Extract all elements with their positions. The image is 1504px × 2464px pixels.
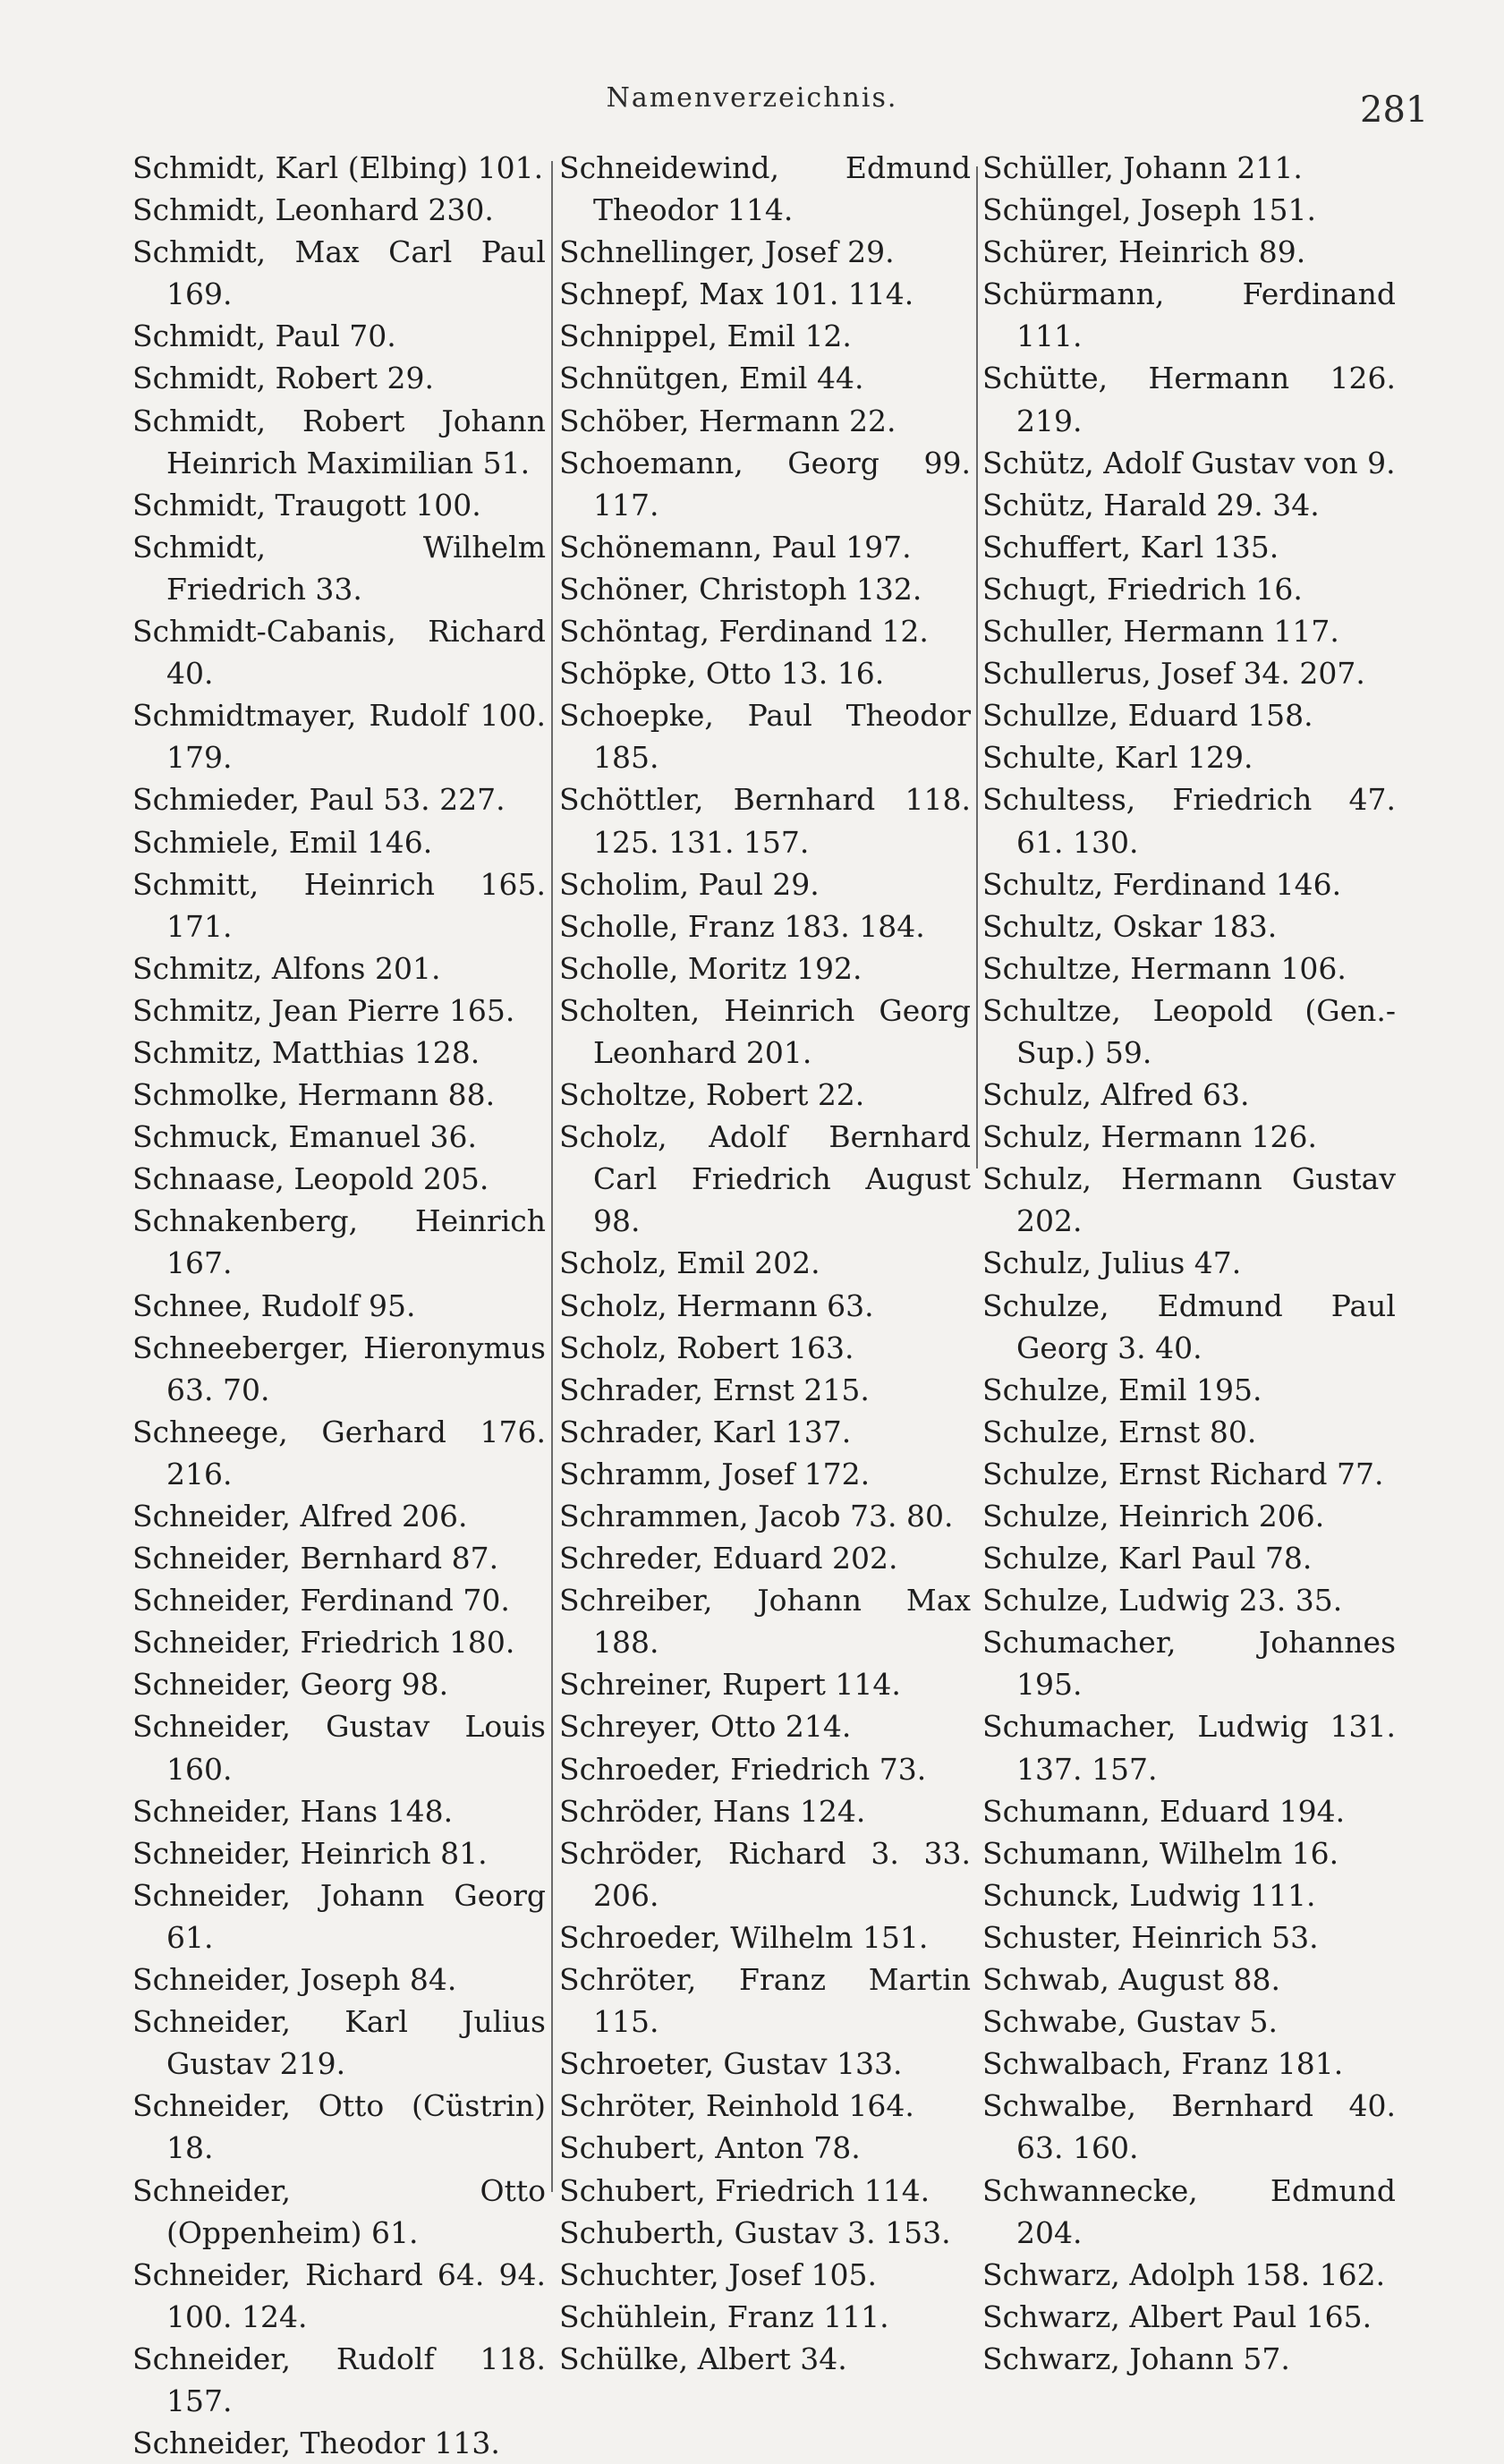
index-entry: Schmidtmayer, Rudolf 100. 179. [132, 698, 546, 776]
index-entry: Schmolke, Hermann 88. [132, 1077, 496, 1113]
index-entry: Schneider, Gustav Louis 160. [132, 1709, 546, 1787]
index-entry: Schroeter, Gustav 133. [559, 2046, 903, 2082]
index-entry: Schröder, Richard 3. 33. 206. [559, 1835, 971, 1913]
index-entry: Schneider, Rudolf 118. 157. [132, 2341, 546, 2418]
index-entry: Schultess, Friedrich 47. 61. 130. [982, 782, 1396, 860]
index-entry: Schneider, Otto (Cüstrin) 18. [132, 2088, 546, 2166]
index-entry: Schneider, Friedrich 180. [132, 1625, 515, 1661]
index-entry: Schmidt, Robert Johann Heinrich Maximilian 51. [132, 403, 546, 480]
index-entry: Schönemann, Paul 197. [559, 529, 912, 565]
index-entry: Schugt, Friedrich 16. [982, 571, 1303, 607]
index-entry: Schuller, Hermann 117. [982, 614, 1339, 650]
index-entry: Schubert, Friedrich 114. [559, 2172, 930, 2208]
index-entry: Schultze, Hermann 106. [982, 950, 1347, 986]
index-entry: Scholim, Paul 29. [559, 866, 820, 902]
index-entry: Schmitt, Heinrich 165. 171. [132, 866, 546, 944]
page-number: 281 [1360, 89, 1429, 131]
index-entry: Schwalbach, Franz 181. [982, 2046, 1344, 2082]
index-entry: Schürmann, Ferdinand 111. [982, 276, 1396, 354]
index-entry: Schulze, Ernst 80. [982, 1414, 1257, 1449]
index-entry: Schulze, Edmund Paul Georg 3. 40. [982, 1287, 1396, 1365]
index-entry: Schühlein, Franz 111. [559, 2298, 889, 2334]
index-entry: Schmidt-Cabanis, Richard 40. [132, 614, 546, 692]
index-entry: Schneider, Alfred 206. [132, 1499, 468, 1534]
index-entry: Schöner, Christoph 132. [559, 571, 922, 607]
index-entry: Schneege, Gerhard 176. 216. [132, 1414, 546, 1491]
index-entry: Schwarz, Johann 57. [982, 2341, 1290, 2376]
index-entry: Schmitz, Jean Pierre 165. [132, 992, 515, 1028]
index-entry: Scholtze, Robert 22. [559, 1077, 865, 1113]
index-entry: Schmidt, Karl (Elbing) 101. [132, 150, 544, 185]
index-entry: Scholle, Moritz 192. [559, 950, 862, 986]
index-entry: Schneider, Richard 64. 94. 100. 124. [132, 2256, 546, 2334]
index-entry: Schwannecke, Edmund 204. [982, 2172, 1396, 2250]
column-divider-2 [976, 166, 978, 1168]
column-divider-1 [551, 161, 553, 2192]
index-entry: Schüller, Johann 211. [982, 150, 1303, 185]
index-entry: Schumann, Wilhelm 16. [982, 1835, 1339, 1871]
index-entry: Schwab, August 88. [982, 1962, 1280, 1998]
index-entry: Schulze, Ludwig 23. 35. [982, 1583, 1343, 1619]
index-entry: Schürer, Heinrich 89. [982, 234, 1306, 270]
index-entry: Schreyer, Otto 214. [559, 1709, 852, 1745]
index-entry: Schmitz, Matthias 128. [132, 1034, 480, 1070]
index-entry: Schuster, Heinrich 53. [982, 1919, 1319, 1955]
index-entry: Schoemann, Georg 99. 117. [559, 445, 971, 523]
index-entry: Schütz, Adolf Gustav von 9. [982, 445, 1396, 480]
index-entry: Schrader, Ernst 215. [559, 1372, 870, 1407]
index-entry: Schnütgen, Emil 44. [559, 361, 864, 396]
index-entry: Schroeder, Friedrich 73. [559, 1751, 927, 1787]
index-entry: Schmitz, Alfons 201. [132, 950, 441, 986]
index-entry: Schultz, Oskar 183. [982, 908, 1278, 944]
index-entry: Schneider, Bernhard 87. [132, 1541, 499, 1576]
index-entry: Schunck, Ludwig 111. [982, 1877, 1316, 1913]
index-entry: Schuchter, Josef 105. [559, 2256, 877, 2292]
index-entry: Schulz, Hermann Gustav 202. [982, 1161, 1396, 1239]
index-entry: Schmidt, Max Carl Paul 169. [132, 234, 546, 312]
index-entry: Schumacher, Johannes 195. [982, 1625, 1396, 1703]
index-entry: Schultz, Ferdinand 146. [982, 866, 1342, 902]
index-entry: Schrammen, Jacob 73. 80. [559, 1499, 954, 1534]
index-entry: Schroeder, Wilhelm 151. [559, 1919, 929, 1955]
index-entry: Scholle, Franz 183. 184. [559, 908, 925, 944]
index-entry: Schneider, Joseph 84. [132, 1962, 457, 1998]
index-column-1 [132, 147, 546, 2464]
index-entry: Schröder, Hans 124. [559, 1793, 866, 1829]
index-entry: Schulz, Julius 47. [982, 1245, 1242, 1281]
index-entry: Schulze, Emil 195. [982, 1372, 1262, 1407]
index-entry: Schulze, Heinrich 206. [982, 1499, 1325, 1534]
index-entry: Schullerus, Josef 34. 207. [982, 656, 1365, 692]
index-entry: Schnaase, Leopold 205. [132, 1161, 489, 1197]
page-header-title: Namenverzeichnis. [606, 82, 898, 114]
index-entry: Scholz, Hermann 63. [559, 1287, 874, 1323]
index-entry: Schumann, Eduard 194. [982, 1793, 1346, 1829]
index-entry: Schulze, Ernst Richard 77. [982, 1456, 1384, 1491]
index-entry: Schubert, Anton 78. [559, 2130, 861, 2166]
index-entry: Schnakenberg, Heinrich 167. [132, 1203, 546, 1281]
index-entry: Schwarz, Albert Paul 165. [982, 2298, 1372, 2334]
index-entry: Schöpke, Otto 13. 16. [559, 656, 885, 692]
index-entry: Schwarz, Adolph 158. 162. [982, 2256, 1386, 2292]
index-column-2 [559, 147, 971, 2380]
index-entry: Schnippel, Emil 12. [559, 319, 852, 354]
index-entry: Schneider, Karl Julius Gustav 219. [132, 2004, 546, 2082]
index-entry: Schrader, Karl 137. [559, 1414, 852, 1449]
index-entry: Schütte, Hermann 126. 219. [982, 361, 1396, 438]
index-entry: Schmieder, Paul 53. 227. [132, 782, 506, 818]
index-entry: Schmidt, Leonhard 230. [132, 192, 494, 228]
index-entry: Schneider, Heinrich 81. [132, 1835, 488, 1871]
index-entry: Scholten, Heinrich Georg Leonhard 201. [559, 992, 971, 1070]
index-entry: Scholz, Emil 202. [559, 1245, 820, 1281]
index-entry: Schumacher, Ludwig 131. 137. 157. [982, 1709, 1396, 1787]
index-entry: Schröter, Reinhold 164. [559, 2088, 914, 2124]
index-entry: Schullze, Eduard 158. [982, 698, 1313, 734]
index-entry: Schreiner, Rupert 114. [559, 1667, 901, 1703]
index-entry: Schneider, Ferdinand 70. [132, 1583, 510, 1619]
index-column-3 [982, 147, 1396, 2380]
index-entry: Schreder, Eduard 202. [559, 1541, 898, 1576]
index-entry: Scholz, Adolf Bernhard Carl Friedrich August 98. [559, 1119, 971, 1239]
index-entry: Schmiele, Emil 146. [132, 824, 433, 860]
index-entry: Schnellinger, Josef 29. [559, 234, 895, 270]
index-entry: Schöntag, Ferdinand 12. [559, 614, 929, 650]
index-entry: Schuffert, Karl 135. [982, 529, 1279, 565]
index-entry: Schneider, Theodor 113. [132, 2426, 500, 2461]
index-entry: Schoepke, Paul Theodor 185. [559, 698, 971, 776]
index-entry: Schulte, Karl 129. [982, 740, 1253, 776]
index-entry: Schütz, Harald 29. 34. [982, 487, 1320, 523]
index-entry: Schmuck, Emanuel 36. [132, 1119, 477, 1155]
index-entry: Schmidt, Wilhelm Friedrich 33. [132, 529, 546, 607]
index-entry: Schnee, Rudolf 95. [132, 1287, 416, 1323]
index-entry: Schreiber, Johann Max 188. [559, 1583, 971, 1661]
index-entry: Schöttler, Bernhard 118. 125. 131. 157. [559, 782, 971, 860]
index-entry: Schultze, Leopold (Gen.-Sup.) 59. [982, 992, 1396, 1070]
index-entry: Schröter, Franz Martin 115. [559, 1962, 971, 2040]
index-entry: Schramm, Josef 172. [559, 1456, 871, 1491]
index-entry: Schulze, Karl Paul 78. [982, 1541, 1313, 1576]
index-entry: Schneider, Georg 98. [132, 1667, 449, 1703]
index-entry: Schneeberger, Hieronymus 63. 70. [132, 1330, 546, 1407]
index-entry: Schneider, Johann Georg 61. [132, 1877, 546, 1955]
index-entry: Schülke, Albert 34. [559, 2341, 847, 2376]
index-entry: Schuberth, Gustav 3. 153. [559, 2214, 951, 2250]
index-entry: Schöber, Hermann 22. [559, 403, 896, 438]
index-entry: Schwalbe, Bernhard 40. 63. 160. [982, 2088, 1396, 2166]
index-entry: Schneider, Otto (Oppenheim) 61. [132, 2172, 546, 2250]
index-entry: Scholz, Robert 163. [559, 1330, 854, 1365]
index-entry: Schulz, Alfred 63. [982, 1077, 1250, 1113]
index-entry: Schmidt, Traugott 100. [132, 487, 481, 523]
index-entry: Schnepf, Max 101. 114. [559, 276, 914, 312]
index-entry: Schüngel, Joseph 151. [982, 192, 1316, 228]
index-entry: Schneidewind, Edmund Theodor 114. [559, 150, 971, 228]
index-entry: Schwabe, Gustav 5. [982, 2004, 1278, 2040]
index-entry: Schmidt, Paul 70. [132, 319, 396, 354]
index-entry: Schulz, Hermann 126. [982, 1119, 1318, 1155]
index-entry: Schneider, Hans 148. [132, 1793, 454, 1829]
index-entry: Schmidt, Robert 29. [132, 361, 434, 396]
